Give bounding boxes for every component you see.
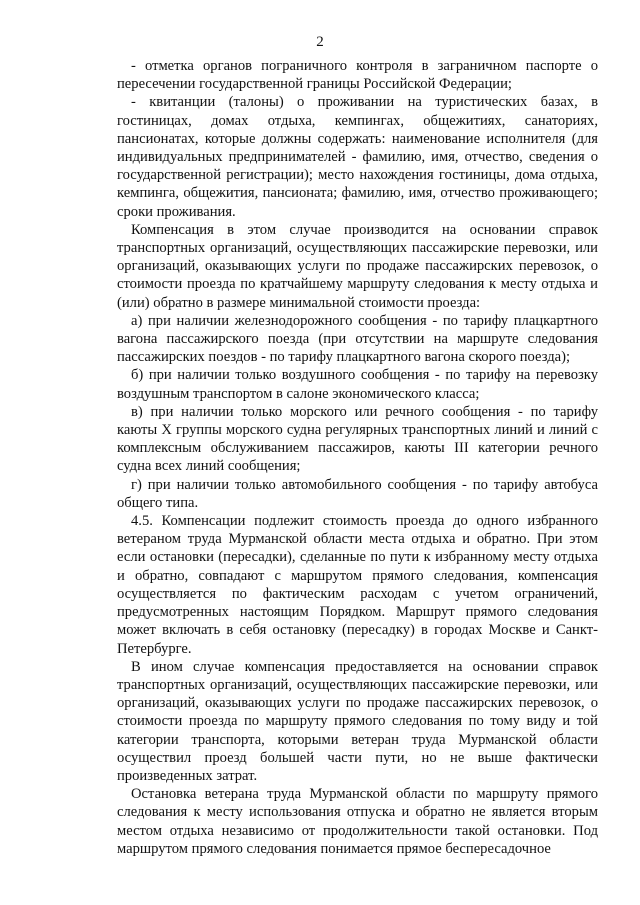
paragraph-road: г) при наличии только автомобильного сообщения - по тарифу автобуса общего типа. <box>117 476 598 511</box>
paragraph-air: б) при наличии только воздушного сообщения - по тарифу на перевозку воздушным транспортом в салоне экономического класса; <box>117 367 598 402</box>
paragraph-other-case: В ином случае компенсация предоставляется на основании справок транспортных организаций, осуществляющих пассажирские перевозки, или организаций, оказывающих услуги по продаже пассажирских перевозок, о стоимости проезда по маршруту прямого следования по тому виду и той категории транспорта, которыми ветеран труда Мурманской области осуществил проезд большей части пути, но не выше фактически произведенных затрат. <box>117 658 598 784</box>
page-number: 2 <box>316 34 324 50</box>
paragraph-border-stamp: - отметка органов пограничного контроля в заграничном паспорте о пересечении государственной границы Российской Федерации; <box>117 58 598 93</box>
paragraph-compensation-basis: Компенсация в этом случае производится на основании справок транспортных организаций, осуществляющих пассажирские перевозки, или организаций, оказывающих услуги по продаже пассажирских перевозок, о стоимости проезда по кратчайшему маршруту следования к месту отдыха и (или) обратно в размере минимальной стоимости проезда: <box>117 221 598 311</box>
paragraph-railway: а) при наличии железнодорожного сообщения - по тарифу плацкартного вагона пассажирского поезда (при отсутствии на маршруте следования пассажирских поездов - по тарифу плацкартного вагона скорого поезда); <box>117 312 598 366</box>
paragraph-accommodation-receipts: - квитанции (талоны) о проживании на туристических базах, в гостиницах, домах отдыха, кемпингах, общежитиях, санаториях, пансионатах, которые должны содержать: наименование исполнителя (для индивидуальных предпринимателей - фамилию, имя, отчество, сведения о государственной регистрации); место нахождения гостиницы, дома отдыха, кемпинга, общежития, пансионата; фамилию, имя, отчество проживающего; сроки проживания. <box>117 94 598 220</box>
paragraph-sea-river: в) при наличии только морского или речного сообщения - по тарифу каюты X группы морского судна регулярных транспортных линий и линий с комплексным обслуживанием пассажиров, каюты III категории речного судна всех линий сообщения; <box>117 403 598 475</box>
paragraph-stopover: Остановка ветерана труда Мурманской области по маршруту прямого следования к месту использования отпуска и обратно не является вторым местом отдыха независимо от продолжительности такой остановки. Под маршрутом прямого следования понимается прямое беспересадочное <box>117 786 598 857</box>
document-body <box>117 57 598 858</box>
paragraph-section-4-5: 4.5. Компенсации подлежит стоимость проезда до одного избранного ветераном труда Мурманской области места отдыха и обратно. При этом если остановки (пересадки), сделанные по пути к избранному месту отдыха и обратно, совпадают с маршрутом прямого следования, компенсация осуществляется по фактическим расходам с учетом ограничений, предусмотренных настоящим Порядком. Маршрут прямого следования может включать в себя остановку (пересадку) в городах Москве и Санкт-Петербурге. <box>117 513 598 657</box>
